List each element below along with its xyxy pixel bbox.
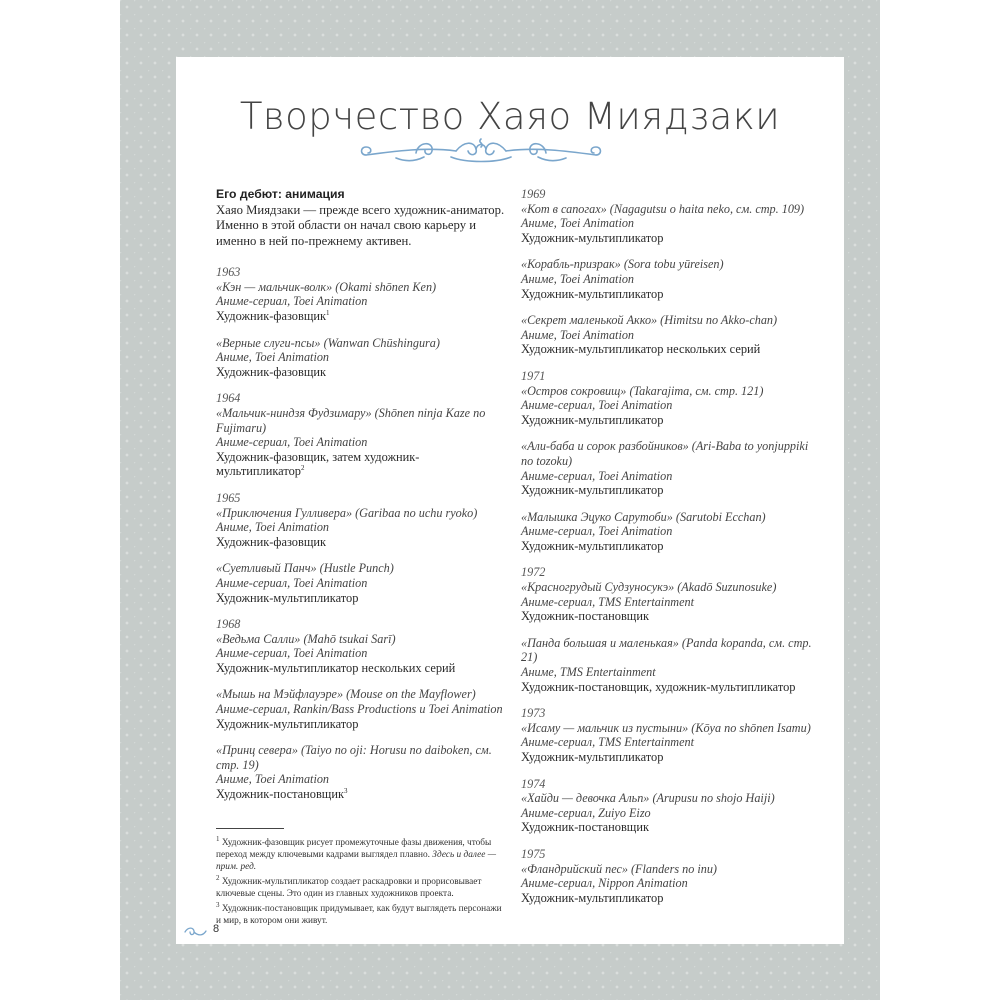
entry-year: 1974 xyxy=(521,776,546,791)
entry-role xyxy=(521,539,821,554)
page-title: Творчество Хаяо Миядзаки xyxy=(239,95,781,138)
entry-title: «Малышка Эцуко Сарутоби» (Sarutobi Ecchan) xyxy=(521,509,766,524)
section-heading: Его дебют: анимация xyxy=(216,187,345,201)
entry-year: 1964 xyxy=(216,391,241,406)
entry-year: 1969 xyxy=(521,187,546,201)
entry-role-text: Художник-мультипликатор xyxy=(216,716,359,731)
entry-role-text: Художник-постановщик xyxy=(521,609,650,624)
entry-studio: Аниме-сериал, Toei Animation xyxy=(521,468,673,483)
filmography-entry xyxy=(521,706,821,764)
filmography-entry xyxy=(216,561,506,605)
entry-studio: Аниме-сериал, TMS Entertainment xyxy=(521,735,694,750)
filmography-entry xyxy=(521,257,821,301)
entry-year: 1973 xyxy=(521,706,546,721)
filmography-entry xyxy=(521,510,821,554)
entry-role xyxy=(521,231,821,246)
entry-role-text: Художник-мультипликатор xyxy=(521,483,664,498)
entry-studio: Аниме, Toei Animation xyxy=(216,520,330,535)
entry-title: «Суетливый Панч» (Hustle Punch) xyxy=(216,561,394,576)
entry-studio: Аниме-сериал, Toei Animation xyxy=(521,398,673,413)
entry-studio: Аниме-сериал, Rankin/Bass Productions и Toei Animation xyxy=(216,702,503,717)
entry-role-text: Художник-фазовщик xyxy=(216,364,327,379)
entry-role xyxy=(216,787,506,802)
entry-title: «Мальчик-ниндзя Фудзимару» (Shōnen ninja Kaze no Fujimaru) xyxy=(216,405,486,435)
filmography-entry xyxy=(216,265,506,323)
filmography-entry xyxy=(521,369,821,427)
entry-role xyxy=(521,891,821,906)
entry-role xyxy=(521,750,821,765)
ornament-flourish-icon xyxy=(356,133,606,167)
entry-role xyxy=(216,717,506,732)
footnote-text: Художник-мультипликатор создает раскадровки и прорисовывает ключевые сцены. Это один из главных художников проекта. xyxy=(216,876,482,899)
filmography-entry xyxy=(216,491,506,549)
entry-role xyxy=(216,450,506,479)
entry-studio: Аниме-сериал, Toei Animation xyxy=(216,435,368,450)
entry-studio: Аниме, Toei Animation xyxy=(521,271,635,286)
footnote-ref: 3 xyxy=(344,786,348,795)
entry-role-text: Художник-фазовщик xyxy=(216,309,327,323)
entry-role-text: Художник-фазовщик xyxy=(216,534,327,549)
entry-role xyxy=(216,591,506,606)
entry-role-text: Художник-фазовщик, затем художник-мультипликатор xyxy=(216,449,420,479)
entry-role-text: Художник-постановщик, художник-мультипликатор xyxy=(521,679,796,694)
entry-role-text: Художник-постановщик xyxy=(216,787,345,802)
entry-studio: Аниме-сериал, Toei Animation xyxy=(216,575,368,590)
entry-role xyxy=(216,661,506,676)
entry-role xyxy=(521,680,821,695)
entry-studio: Аниме-сериал, Toei Animation xyxy=(521,524,673,539)
footnote-note: Здесь и далее — прим. ред. xyxy=(216,849,496,872)
entry-title: «Принц севера» (Taiyo no oji: Horusu no daiboken, см. стр. 19) xyxy=(216,743,492,772)
entry-title: «Исаму — мальчик из пустыни» (Kōya no shōnen Isamu) xyxy=(521,720,811,735)
filmography-entry xyxy=(521,439,821,497)
entry-title: «Панда большая и маленькая» (Panda kopanda, см. стр. 21) xyxy=(521,635,812,665)
entry-year: 1965 xyxy=(216,490,241,505)
footnote-number: 1 xyxy=(216,834,220,843)
entry-title: «Остров сокровищ» (Takarajima, см. стр. 121) xyxy=(521,383,764,398)
entry-studio: Аниме, Toei Animation xyxy=(521,216,635,231)
entry-title: «Кэн — мальчик-волк» (Okami shōnen Ken) xyxy=(216,279,437,294)
entry-studio: Аниме-сериал, Toei Animation xyxy=(216,294,368,309)
footnote-text: Художник-фазовщик рисует промежуточные фазы движения, чтобы переход между ключевыми кадрами выглядел плавно. xyxy=(216,837,492,860)
entry-role-text: Художник-мультипликатор xyxy=(521,750,664,764)
filmography-entry xyxy=(521,565,821,623)
footnote-number: 2 xyxy=(216,873,220,882)
entry-year: 1975 xyxy=(521,846,546,861)
entry-studio: Аниме-сериал, TMS Entertainment xyxy=(521,594,694,609)
filmography-entry xyxy=(216,336,506,380)
footnote-text: Художник-постановщик придумывает, как будут выглядеть персонажи и мир, в котором они живут. xyxy=(216,903,502,926)
entry-title: «Фландрийский пес» (Flanders no inu) xyxy=(521,861,717,876)
entry-studio: Аниме-сериал, Toei Animation xyxy=(216,646,368,661)
entry-role-text: Художник-мультипликатор нескольких серий xyxy=(216,660,456,675)
entry-role xyxy=(521,820,821,835)
entry-title: «Приключения Гулливера» (Garibaa no uchu ryoko) xyxy=(216,505,478,520)
entry-year: 1963 xyxy=(216,265,241,280)
entry-role xyxy=(521,413,821,428)
entry-title: «Красногрудый Судзуносукэ» (Akadō Suzunosuke) xyxy=(521,580,777,595)
left-column xyxy=(216,187,506,930)
entry-title: «Корабль-призрак» (Sora tobu yūreisen) xyxy=(521,257,724,272)
footnote xyxy=(216,873,506,900)
entry-role-text: Художник-мультипликатор xyxy=(521,230,664,245)
filmography-entry xyxy=(521,187,821,245)
entry-title: «Кот в сапогах» (Nagagutsu o haita neko, см. стр. 109) xyxy=(521,201,805,216)
entry-role xyxy=(521,342,821,357)
entry-role xyxy=(521,609,821,624)
footnote xyxy=(216,900,506,927)
entry-title: «Мышь на Мэйфлауэре» (Mouse on the Mayflower) xyxy=(216,687,476,702)
entry-role-text: Художник-мультипликатор xyxy=(521,890,664,905)
entry-role-text: Художник-постановщик xyxy=(521,820,650,835)
entry-role-text: Художник-мультипликатор xyxy=(521,538,664,553)
book-page xyxy=(176,57,844,944)
entry-role xyxy=(521,483,821,498)
filmography-entry xyxy=(216,617,506,675)
entry-role-text: Художник-мультипликатор xyxy=(216,590,359,605)
entry-year: 1968 xyxy=(216,617,241,632)
entry-role xyxy=(216,309,506,324)
entry-role xyxy=(216,365,506,380)
entry-studio: Аниме, TMS Entertainment xyxy=(521,665,656,680)
entry-role xyxy=(521,287,821,302)
filmography-entry xyxy=(521,636,821,694)
entry-role xyxy=(216,535,506,550)
entry-title: «Верные слуги-псы» (Wanwan Chūshingura) xyxy=(216,335,440,350)
footnote-ref: 1 xyxy=(326,308,330,317)
filmography-entry xyxy=(521,847,821,905)
footnotes xyxy=(216,834,506,927)
entry-role-text: Художник-мультипликатор xyxy=(521,286,664,301)
filmography-list-right xyxy=(521,187,821,905)
filmography-entry xyxy=(521,313,821,357)
entry-role-text: Художник-мультипликатор xyxy=(521,412,664,427)
right-column xyxy=(521,187,821,917)
entry-title: «Секрет маленькой Акко» (Himitsu no Akko-chan) xyxy=(521,313,778,328)
filmography-entry xyxy=(521,777,821,835)
entry-title: «Ведьма Салли» (Mahō tsukai Sarī) xyxy=(216,631,396,646)
filmography-entry xyxy=(216,743,506,801)
footnote xyxy=(216,834,506,873)
footnote-rule xyxy=(216,828,284,829)
entry-year: 1971 xyxy=(521,368,546,383)
entry-title: «Хайди — девочка Альп» (Arupusu no shojo Haiji) xyxy=(521,791,775,806)
entry-studio: Аниме-сериал, Zuiyo Eizo xyxy=(521,805,651,820)
entry-studio: Аниме, Toei Animation xyxy=(521,327,635,342)
page-number: 8 xyxy=(213,923,220,935)
filmography-entry xyxy=(216,687,506,731)
filmography-list-left xyxy=(216,265,506,801)
swirl-ornament-icon xyxy=(183,926,207,938)
entry-studio: Аниме, Toei Animation xyxy=(216,350,330,365)
entry-role-text: Художник-мультипликатор нескольких серий xyxy=(521,342,761,357)
filmography-entry xyxy=(216,391,506,479)
entry-studio: Аниме, Toei Animation xyxy=(216,772,330,787)
intro-paragraph: Хаяо Миядзаки — прежде всего художник-аниматор. Именно в этой области он начал свою карьеру и именно в ней по-прежнему активен. xyxy=(216,203,505,248)
footnote-number: 3 xyxy=(216,900,220,909)
entry-studio: Аниме-сериал, Nippon Animation xyxy=(521,876,688,891)
entry-title: «Али-баба и сорок разбойников» (Ari-Baba to yonjuppiki no tozoku) xyxy=(521,439,809,468)
footnote-ref: 2 xyxy=(301,464,305,473)
entry-year: 1972 xyxy=(521,565,546,580)
